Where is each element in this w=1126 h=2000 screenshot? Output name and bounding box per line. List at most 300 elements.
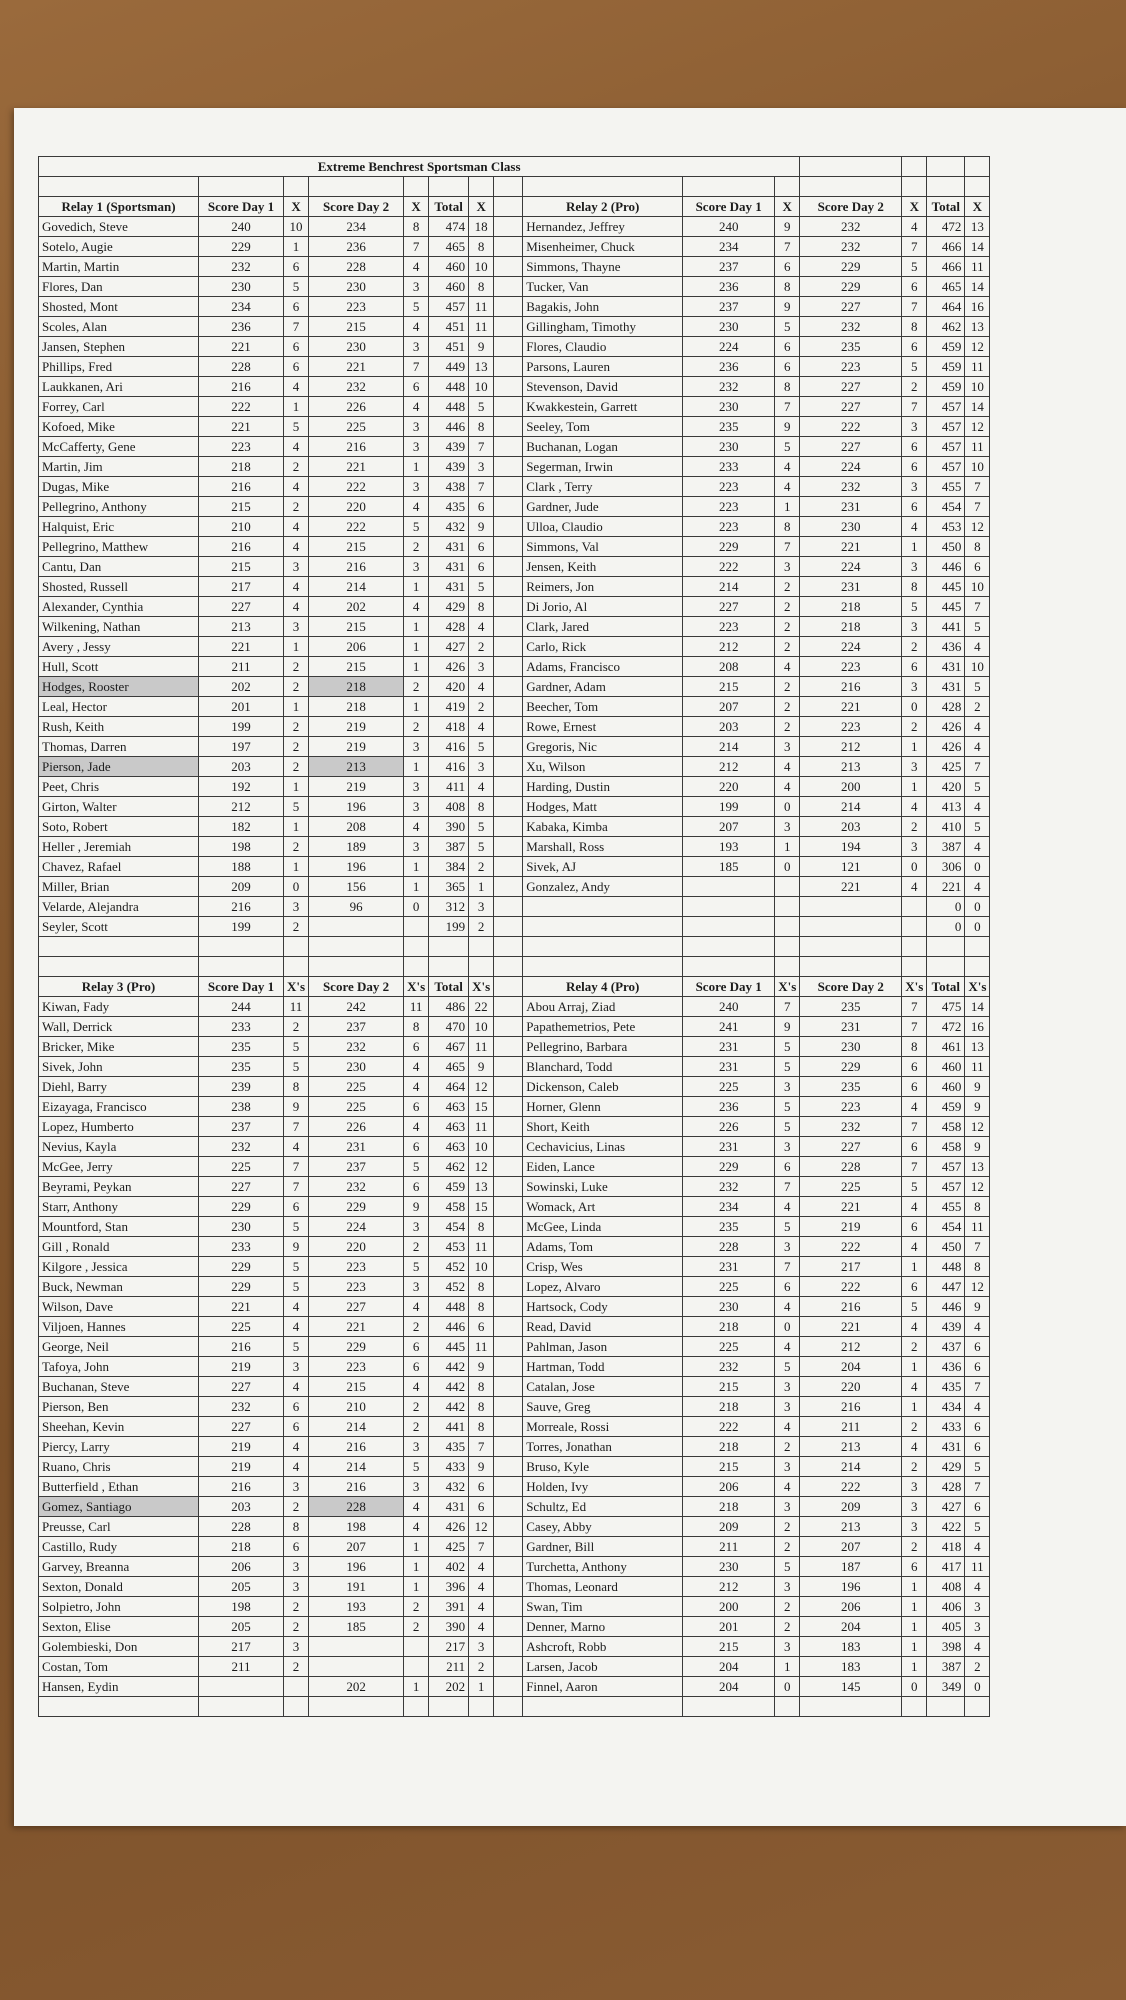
gap-cell: [494, 437, 523, 457]
score-cell: 2: [965, 697, 990, 717]
score-cell: 7: [902, 1117, 927, 1137]
gap-cell: [494, 817, 523, 837]
score-cell: 426: [429, 657, 469, 677]
score-cell: 10: [469, 1017, 494, 1037]
score-cell: 7: [775, 997, 800, 1017]
gap-cell: [494, 1457, 523, 1477]
shooter-name: Gardner, Bill: [523, 1537, 683, 1557]
score-cell: 235: [683, 1217, 775, 1237]
score-cell: 6: [284, 1537, 309, 1557]
score-cell: 232: [199, 257, 284, 277]
score-cell: 7: [284, 1177, 309, 1197]
score-cell: 218: [800, 617, 902, 637]
score-cell: 227: [800, 1137, 902, 1157]
score-cell: 2: [775, 1517, 800, 1537]
score-cell: 3: [404, 417, 429, 437]
table-row: [39, 1457, 990, 1477]
score-cell: 3: [902, 1477, 927, 1497]
gap-cell: [494, 197, 523, 217]
score-cell: 1: [404, 577, 429, 597]
shooter-name: Ulloa, Claudio: [523, 517, 683, 537]
score-cell: 436: [927, 1357, 965, 1377]
score-cell: 224: [309, 1217, 404, 1237]
gap-cell: [494, 1617, 523, 1637]
score-cell: 10: [469, 377, 494, 397]
score-cell: 227: [309, 1297, 404, 1317]
score-cell: 5: [965, 777, 990, 797]
score-cell: 1: [404, 1557, 429, 1577]
score-cell: 6: [775, 1277, 800, 1297]
gap-cell: [494, 977, 523, 997]
shooter-name: [523, 917, 683, 937]
gap-cell: [494, 1157, 523, 1177]
score-cell: 441: [927, 617, 965, 637]
shooter-name: Flores, Claudio: [523, 337, 683, 357]
score-cell: 4: [404, 1297, 429, 1317]
score-cell: 1: [404, 637, 429, 657]
score-cell: 6: [902, 1137, 927, 1157]
score-cell: 201: [199, 697, 284, 717]
column-header: Score Day 1: [683, 977, 775, 997]
score-cell: 216: [309, 437, 404, 457]
score-cell: [683, 877, 775, 897]
score-cell: 5: [965, 617, 990, 637]
spacer-row: [39, 957, 990, 977]
score-cell: 5: [284, 1217, 309, 1237]
score-cell: 2: [902, 1537, 927, 1557]
score-cell: 463: [429, 1097, 469, 1117]
score-cell: 1: [404, 1677, 429, 1697]
gap-cell: [494, 1277, 523, 1297]
column-header: Score Day 1: [199, 197, 284, 217]
score-cell: 229: [683, 1157, 775, 1177]
score-cell: 8: [469, 277, 494, 297]
score-cell: [902, 897, 927, 917]
score-cell: 349: [927, 1677, 965, 1697]
score-cell: 467: [429, 1037, 469, 1057]
score-cell: 12: [469, 1517, 494, 1537]
score-cell: 234: [683, 1197, 775, 1217]
gap-cell: [494, 1497, 523, 1517]
score-cell: 461: [927, 1037, 965, 1057]
score-cell: 5: [469, 577, 494, 597]
spacer-row: [39, 1697, 990, 1717]
gap-cell: [494, 317, 523, 337]
shooter-name: Seeley, Tom: [523, 417, 683, 437]
score-cell: 4: [965, 1637, 990, 1657]
score-cell: 439: [927, 1317, 965, 1337]
score-cell: 426: [927, 737, 965, 757]
gap-cell: [494, 1317, 523, 1337]
score-cell: 11: [965, 437, 990, 457]
score-cell: 223: [309, 1257, 404, 1277]
score-cell: 16: [965, 1017, 990, 1037]
score-cell: 5: [404, 1257, 429, 1277]
score-cell: 431: [927, 657, 965, 677]
score-cell: 6: [775, 357, 800, 377]
score-cell: 2: [469, 637, 494, 657]
score-cell: 7: [902, 1157, 927, 1177]
score-cell: 225: [199, 1157, 284, 1177]
score-cell: 1: [284, 817, 309, 837]
score-cell: 9: [469, 1357, 494, 1377]
score-cell: 200: [800, 777, 902, 797]
score-cell: 218: [683, 1497, 775, 1517]
score-cell: 216: [309, 1477, 404, 1497]
score-cell: 7: [965, 497, 990, 517]
score-cell: 459: [927, 357, 965, 377]
score-cell: 6: [902, 657, 927, 677]
empty-cell: [902, 1697, 927, 1717]
score-cell: 408: [429, 797, 469, 817]
score-cell: 215: [199, 557, 284, 577]
score-cell: 223: [309, 1357, 404, 1377]
shooter-name: Lopez, Humberto: [39, 1117, 199, 1137]
score-cell: 402: [429, 1557, 469, 1577]
empty-cell: [39, 957, 199, 977]
score-cell: [902, 917, 927, 937]
gap-cell: [494, 497, 523, 517]
score-cell: 1: [284, 857, 309, 877]
score-cell: 3: [902, 757, 927, 777]
score-cell: 3: [902, 1517, 927, 1537]
score-cell: 2: [404, 537, 429, 557]
score-cell: 6: [469, 537, 494, 557]
score-cell: 432: [429, 517, 469, 537]
score-cell: 1: [404, 1537, 429, 1557]
shooter-name: Wilson, Dave: [39, 1297, 199, 1317]
score-cell: 418: [429, 717, 469, 737]
score-cell: 13: [965, 317, 990, 337]
shooter-name: Solpietro, John: [39, 1597, 199, 1617]
score-cell: 3: [404, 1277, 429, 1297]
score-cell: 189: [309, 837, 404, 857]
score-cell: 10: [965, 457, 990, 477]
score-cell: 4: [775, 1337, 800, 1357]
score-cell: 5: [404, 1157, 429, 1177]
score-cell: 4: [284, 537, 309, 557]
score-cell: 237: [309, 1017, 404, 1037]
score-cell: 437: [927, 1337, 965, 1357]
shooter-name: Casey, Abby: [523, 1517, 683, 1537]
gap-cell: [494, 537, 523, 557]
score-cell: 240: [199, 217, 284, 237]
score-cell: 3: [404, 557, 429, 577]
shooter-name: Peet, Chris: [39, 777, 199, 797]
score-cell: 428: [429, 617, 469, 637]
score-cell: 6: [902, 1077, 927, 1097]
score-cell: 428: [927, 1477, 965, 1497]
score-cell: 2: [775, 677, 800, 697]
table-row: [39, 1517, 990, 1537]
score-cell: 7: [965, 597, 990, 617]
score-cell: 442: [429, 1377, 469, 1397]
shooter-name: Sivek, AJ: [523, 857, 683, 877]
score-cell: 460: [927, 1077, 965, 1097]
score-cell: 384: [429, 857, 469, 877]
shooter-name: Larsen, Jacob: [523, 1657, 683, 1677]
score-cell: 203: [800, 817, 902, 837]
shooter-name: Stevenson, David: [523, 377, 683, 397]
empty-cell: [494, 937, 523, 957]
column-header: Total: [927, 977, 965, 997]
empty-cell: [683, 1697, 775, 1717]
table-row: [39, 717, 990, 737]
score-cell: 4: [965, 1577, 990, 1597]
shooter-name: Nevius, Kayla: [39, 1137, 199, 1157]
column-header: X's: [965, 977, 990, 997]
score-cell: 215: [309, 537, 404, 557]
score-cell: 225: [683, 1337, 775, 1357]
shooter-name: Cantu, Dan: [39, 557, 199, 577]
column-header: Score Day 1: [683, 197, 775, 217]
score-cell: 419: [429, 697, 469, 717]
score-cell: 12: [965, 417, 990, 437]
shooter-name: Carlo, Rick: [523, 637, 683, 657]
score-cell: 5: [284, 1337, 309, 1357]
score-cell: 223: [800, 717, 902, 737]
score-cell: [309, 1657, 404, 1677]
score-cell: 218: [683, 1397, 775, 1417]
shooter-name: Clark, Jared: [523, 617, 683, 637]
score-cell: 232: [309, 1177, 404, 1197]
score-cell: 9: [775, 1017, 800, 1037]
score-cell: 4: [469, 677, 494, 697]
score-cell: 221: [309, 1317, 404, 1337]
score-cell: 3: [902, 477, 927, 497]
empty-cell: [284, 937, 309, 957]
score-cell: 4: [965, 637, 990, 657]
gap-cell: [494, 1077, 523, 1097]
score-cell: 8: [902, 317, 927, 337]
score-cell: 213: [309, 757, 404, 777]
score-cell: 3: [404, 1217, 429, 1237]
gap-cell: [494, 577, 523, 597]
score-cell: 11: [965, 257, 990, 277]
empty-cell: [469, 177, 494, 197]
score-cell: 3: [775, 1577, 800, 1597]
score-cell: 221: [927, 877, 965, 897]
table-row: [39, 657, 990, 677]
score-cell: 6: [902, 1217, 927, 1237]
score-cell: 13: [965, 1157, 990, 1177]
empty-cell: [469, 1697, 494, 1717]
empty-cell: [902, 937, 927, 957]
score-cell: 8: [469, 1277, 494, 1297]
score-cell: 236: [309, 237, 404, 257]
score-cell: 231: [683, 1137, 775, 1157]
score-cell: 209: [683, 1517, 775, 1537]
table-row: [39, 777, 990, 797]
score-cell: 4: [469, 1597, 494, 1617]
score-cell: 9: [469, 1057, 494, 1077]
score-cell: 200: [683, 1597, 775, 1617]
empty-cell: [523, 1697, 683, 1717]
score-cell: 429: [927, 1457, 965, 1477]
shooter-name: Gardner, Jude: [523, 497, 683, 517]
score-cell: 2: [902, 717, 927, 737]
score-cell: 6: [902, 1057, 927, 1077]
score-cell: 1: [404, 877, 429, 897]
score-cell: 230: [683, 397, 775, 417]
shooter-name: Pellegrino, Anthony: [39, 497, 199, 517]
page-title: Extreme Benchrest Sportsman Class: [39, 157, 800, 177]
score-cell: 5: [284, 1257, 309, 1277]
score-cell: 459: [927, 337, 965, 357]
score-cell: 12: [965, 517, 990, 537]
table-row: [39, 857, 990, 877]
score-cell: 7: [775, 1177, 800, 1197]
score-cell: 4: [404, 597, 429, 617]
score-cell: 8: [965, 1257, 990, 1277]
score-cell: 236: [683, 357, 775, 377]
score-cell: 4: [469, 777, 494, 797]
column-header: X's: [469, 977, 494, 997]
score-cell: 232: [800, 1117, 902, 1137]
score-cell: 457: [927, 417, 965, 437]
empty-cell: [199, 937, 284, 957]
score-cell: 4: [965, 1317, 990, 1337]
score-cell: 427: [927, 1497, 965, 1517]
score-cell: 221: [199, 637, 284, 657]
column-header: X: [469, 197, 494, 217]
column-header: Relay 4 (Pro): [523, 977, 683, 997]
score-cell: 1: [775, 1657, 800, 1677]
score-cell: 7: [902, 397, 927, 417]
gap-cell: [494, 1137, 523, 1157]
score-cell: 219: [199, 1357, 284, 1377]
score-cell: 418: [927, 1537, 965, 1557]
score-cell: 224: [800, 637, 902, 657]
score-cell: 1: [902, 1397, 927, 1417]
score-cell: 6: [902, 457, 927, 477]
shooter-name: Bagakis, John: [523, 297, 683, 317]
score-cell: 3: [902, 417, 927, 437]
empty-cell: [927, 937, 965, 957]
score-cell: 5: [902, 1177, 927, 1197]
table-row: [39, 1297, 990, 1317]
empty-cell: [800, 957, 902, 977]
score-cell: [404, 917, 429, 937]
shooter-name: Kwakkestein, Garrett: [523, 397, 683, 417]
score-cell: 8: [284, 1517, 309, 1537]
table-row: [39, 897, 990, 917]
score-cell: 202: [199, 677, 284, 697]
shooter-name: Pahlman, Jason: [523, 1337, 683, 1357]
score-cell: 235: [199, 1057, 284, 1077]
shooter-name: Reimers, Jon: [523, 577, 683, 597]
score-cell: 6: [902, 1277, 927, 1297]
score-cell: [683, 917, 775, 937]
empty-cell: [800, 1697, 902, 1717]
score-cell: 6: [284, 357, 309, 377]
score-cell: 408: [927, 1577, 965, 1597]
score-cell: 225: [683, 1277, 775, 1297]
shooter-name: Marshall, Ross: [523, 837, 683, 857]
gap-cell: [494, 277, 523, 297]
score-cell: 6: [404, 1037, 429, 1057]
score-cell: 211: [683, 1537, 775, 1557]
shooter-name: Papathemetrios, Pete: [523, 1017, 683, 1037]
empty-cell: [284, 957, 309, 977]
score-cell: 4: [775, 1197, 800, 1217]
score-cell: 206: [199, 1557, 284, 1577]
shooter-name: Eiden, Lance: [523, 1157, 683, 1177]
score-cell: 209: [800, 1497, 902, 1517]
table-row: [39, 1597, 990, 1617]
score-cell: 221: [800, 1317, 902, 1337]
score-cell: 221: [800, 877, 902, 897]
score-cell: 2: [775, 637, 800, 657]
empty-cell: [800, 157, 902, 177]
score-cell: 7: [284, 1157, 309, 1177]
score-cell: 2: [404, 677, 429, 697]
shooter-name: Avery , Jessy: [39, 637, 199, 657]
empty-cell: [429, 1697, 469, 1717]
score-cell: 2: [965, 1657, 990, 1677]
score-cell: 4: [965, 717, 990, 737]
score-cell: 1: [902, 1597, 927, 1617]
shooter-name: Sheehan, Kevin: [39, 1417, 199, 1437]
score-cell: 235: [800, 337, 902, 357]
shooter-name: Mountford, Stan: [39, 1217, 199, 1237]
shooter-name: Di Jorio, Al: [523, 597, 683, 617]
score-cell: 439: [429, 437, 469, 457]
score-cell: 237: [683, 297, 775, 317]
shooter-name: Scoles, Alan: [39, 317, 199, 337]
empty-cell: [494, 1697, 523, 1717]
score-cell: 7: [469, 437, 494, 457]
gap-cell: [494, 857, 523, 877]
score-cell: [775, 897, 800, 917]
shooter-name: Buchanan, Logan: [523, 437, 683, 457]
score-cell: 453: [429, 1237, 469, 1257]
score-cell: 5: [775, 1357, 800, 1377]
score-cell: 183: [800, 1657, 902, 1677]
score-cell: 185: [683, 857, 775, 877]
table-row: [39, 1357, 990, 1377]
score-cell: 207: [683, 817, 775, 837]
score-cell: 6: [902, 497, 927, 517]
score-cell: 215: [199, 497, 284, 517]
score-cell: 4: [775, 757, 800, 777]
table-row: [39, 1017, 990, 1037]
score-cell: 219: [309, 717, 404, 737]
score-cell: 459: [927, 1097, 965, 1117]
score-cell: 448: [429, 1297, 469, 1317]
table-row: [39, 1417, 990, 1437]
score-cell: 4: [902, 877, 927, 897]
score-cell: 204: [800, 1617, 902, 1637]
score-cell: 6: [404, 1337, 429, 1357]
score-cell: 230: [800, 517, 902, 537]
table-row: [39, 557, 990, 577]
score-cell: 229: [199, 1197, 284, 1217]
score-cell: 224: [800, 557, 902, 577]
score-cell: 6: [902, 437, 927, 457]
score-cell: 235: [199, 1037, 284, 1057]
empty-cell: [309, 937, 404, 957]
score-cell: 422: [927, 1517, 965, 1537]
score-cell: 5: [775, 317, 800, 337]
score-cell: 1: [902, 1637, 927, 1657]
score-cell: 219: [199, 1457, 284, 1477]
score-cell: 7: [902, 997, 927, 1017]
score-cell: 464: [429, 1077, 469, 1097]
score-cell: 4: [404, 497, 429, 517]
shooter-name: Gill , Ronald: [39, 1237, 199, 1257]
score-cell: 223: [683, 517, 775, 537]
